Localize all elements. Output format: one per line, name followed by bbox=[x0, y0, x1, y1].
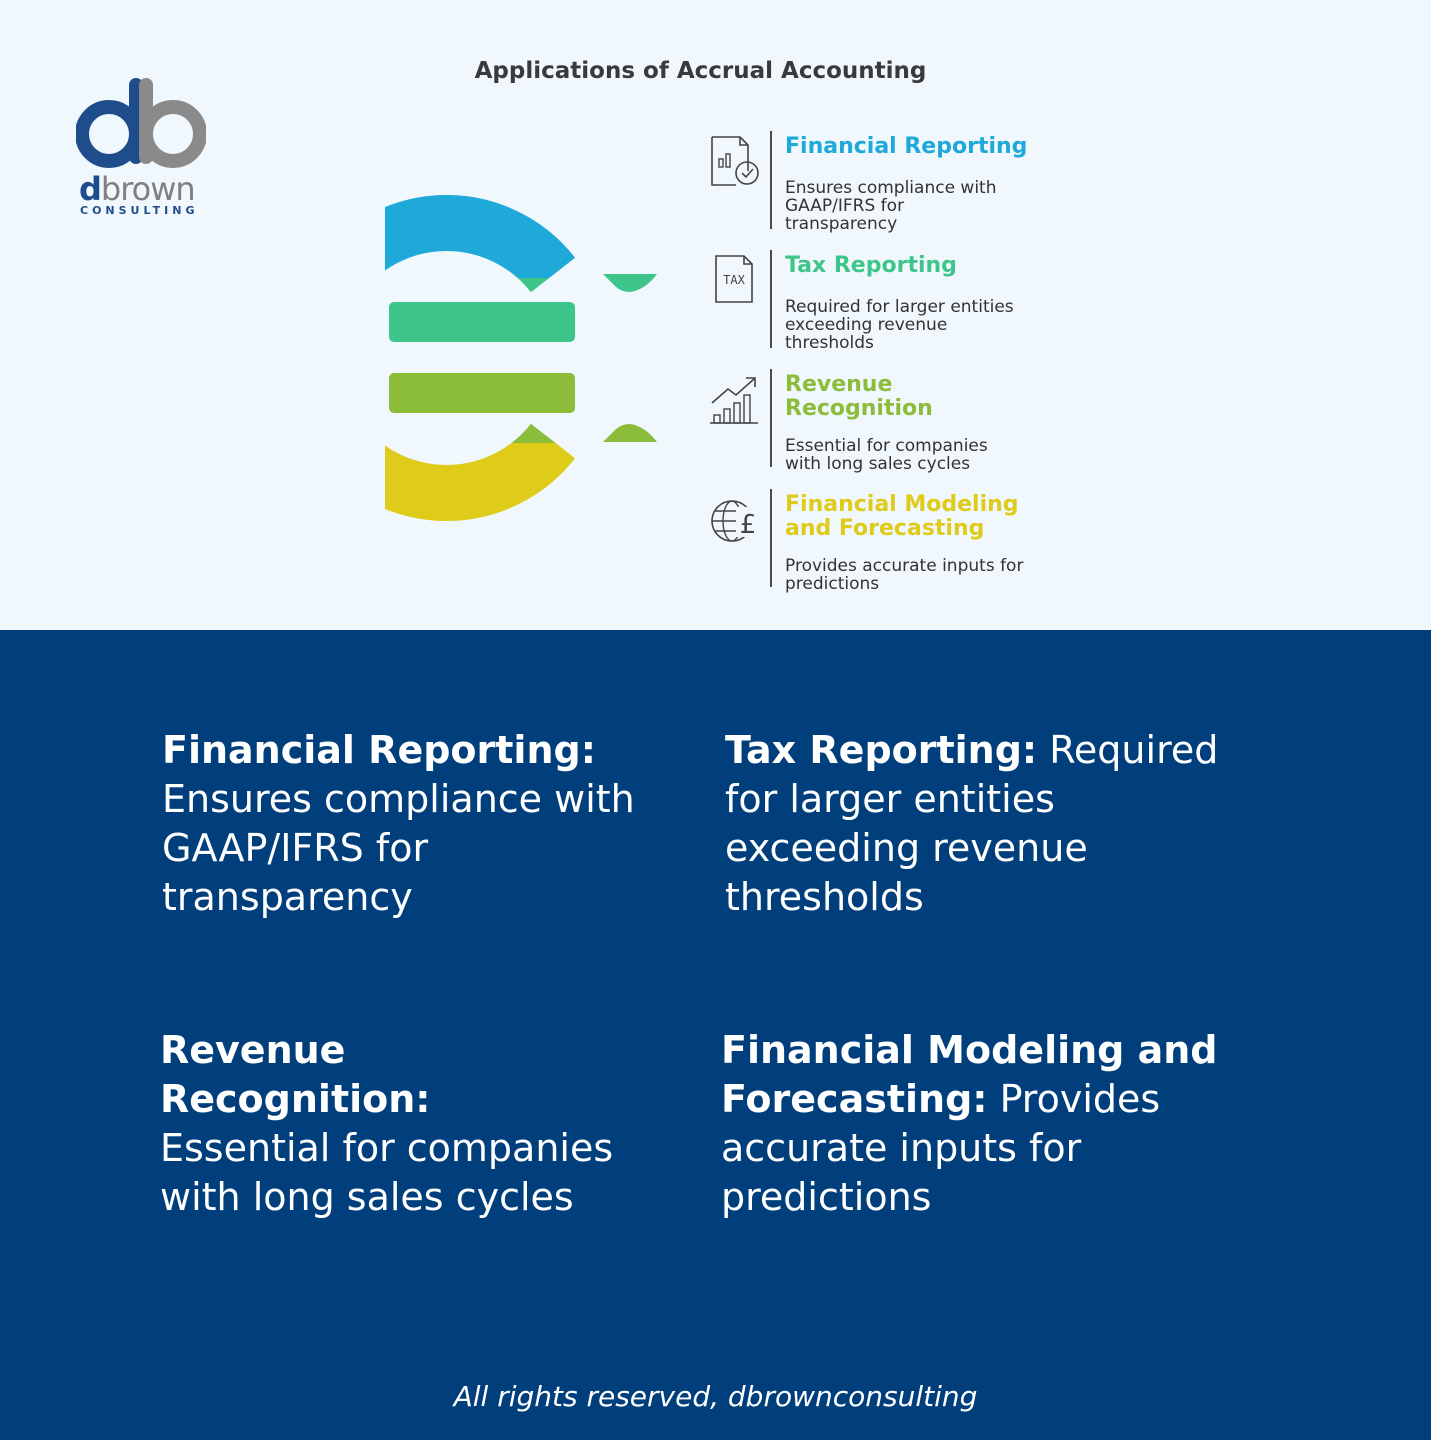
divider bbox=[770, 250, 772, 348]
card-heading: Financial Reporting: bbox=[162, 728, 596, 772]
db-logo-mark-icon bbox=[76, 74, 206, 169]
app-title: Revenue Recognition bbox=[785, 372, 933, 421]
divider bbox=[770, 131, 772, 229]
globe-pound-icon bbox=[706, 489, 762, 545]
card-body: Required for larger entities exceeding revenue thresholds bbox=[725, 728, 1219, 919]
logo-subtitle: CONSULTING bbox=[80, 204, 199, 217]
card-tax-reporting bbox=[725, 726, 1245, 922]
app-title: Financial Reporting bbox=[785, 134, 1028, 159]
app-item-financial-reporting bbox=[706, 131, 1046, 234]
tax-document-icon bbox=[706, 250, 762, 306]
card-body: Essential for companies with long sales cycles bbox=[160, 1126, 614, 1219]
card-financial-modeling bbox=[721, 1026, 1281, 1222]
company-logo bbox=[76, 74, 206, 224]
card-body: Provides accurate inputs for predictions bbox=[721, 1077, 1161, 1219]
app-item-financial-modeling bbox=[706, 489, 1046, 594]
divider bbox=[770, 489, 772, 587]
card-heading: Financial Modeling and Forecasting: bbox=[721, 1028, 1218, 1121]
svg-text:£: £ bbox=[739, 510, 757, 540]
svg-text:TAX: TAX bbox=[723, 273, 745, 287]
app-item-tax-reporting bbox=[706, 250, 1046, 353]
app-item-revenue-recognition bbox=[706, 369, 1046, 474]
app-title: Tax Reporting bbox=[785, 253, 957, 278]
card-body: Ensures compliance with GAAP/IFRS for transparency bbox=[162, 777, 635, 919]
card-heading: Revenue Recognition: bbox=[160, 1028, 431, 1121]
report-check-icon bbox=[706, 131, 762, 187]
app-description: Essential for companies with long sales cycles bbox=[785, 436, 988, 474]
logo-wordmark: dbrown bbox=[79, 170, 195, 208]
card-financial-reporting bbox=[162, 726, 682, 922]
app-description: Ensures compliance with GAAP/IFRS for transparency bbox=[785, 178, 997, 234]
footer-copyright: All rights reserved, dbrownconsulting bbox=[453, 1380, 978, 1413]
app-title: Financial Modeling and Forecasting bbox=[785, 492, 1019, 541]
app-description: Required for larger entities exceeding revenue thresholds bbox=[785, 297, 1014, 353]
app-description: Provides accurate inputs for predictions bbox=[785, 556, 1024, 594]
growth-chart-icon bbox=[706, 369, 762, 425]
euro-symbol bbox=[385, 188, 665, 528]
card-heading: Tax Reporting: bbox=[725, 728, 1038, 772]
card-revenue-recognition bbox=[160, 1026, 620, 1222]
divider bbox=[770, 369, 772, 467]
page-title: Applications of Accrual Accounting bbox=[474, 58, 927, 84]
